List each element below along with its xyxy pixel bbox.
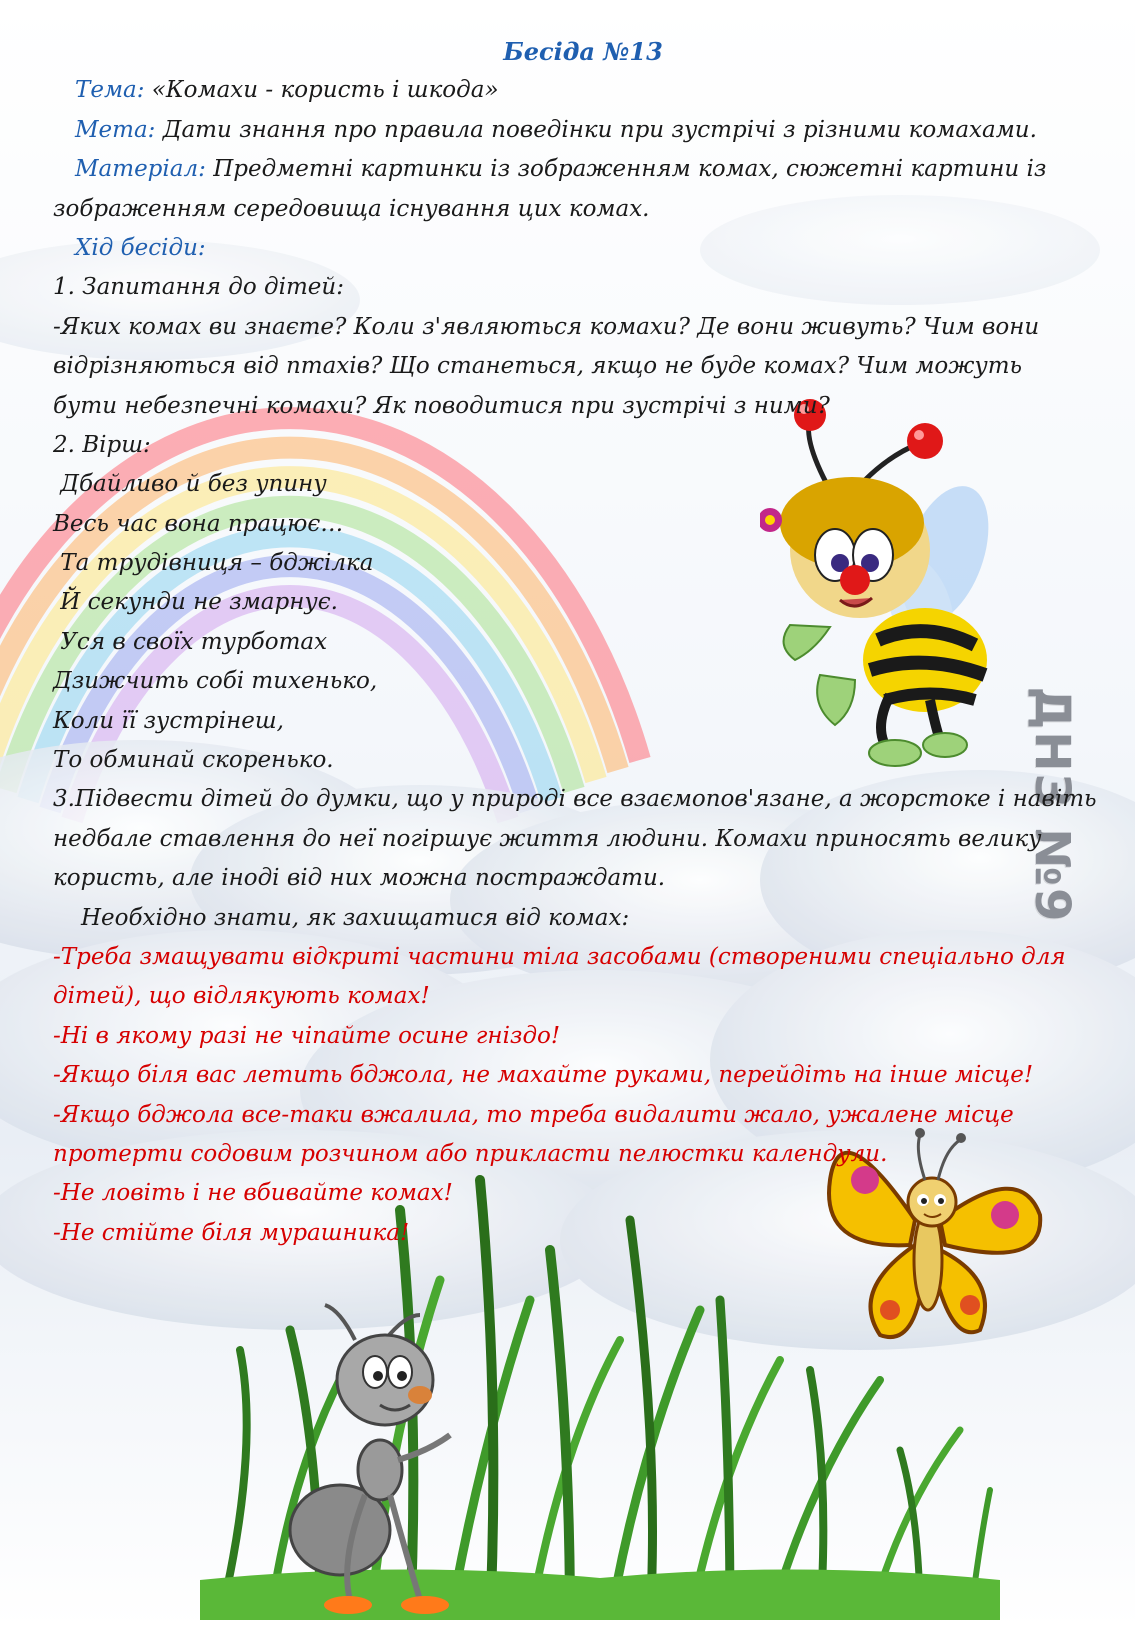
poem-line: Й секунди не змарнує.: [53, 589, 338, 616]
course-line: [53, 229, 1063, 268]
section1-heading: 1. Запитання до дітей:: [53, 274, 344, 301]
section1-line: -Яких комах ви знаєте? Коли з'являються комахи? Де вони живуть? Чим вони: [53, 313, 1040, 340]
poem-line: Коли її зустрінеш,: [53, 707, 284, 734]
poem-line: Дзижчить собі тихенько,: [53, 668, 378, 695]
topic-line: [53, 71, 1063, 110]
goal-label: Мета:: [75, 116, 156, 143]
rule-line: -Якщо біля вас летить бджола, не махайте руками, перейдіть на інше місце!: [53, 1062, 1034, 1089]
section3-line: користь, але іноді від них можна постраждати.: [53, 865, 666, 892]
section3-line: 3.Підвести дітей до думки, що у природі все взаємопов'язане, а жорстоке і навіть: [53, 786, 1097, 813]
rule-line: -Ні в якому разі не чіпайте осине гніздо!: [53, 1022, 561, 1049]
protect-line: Необхідно знати, як захищатися від комах:: [81, 904, 630, 931]
poem-line: Дбайливо й без упину: [53, 471, 327, 498]
rule-line: дітей), що відлякують комах!: [53, 983, 430, 1010]
material-label: Матеріал:: [75, 156, 206, 183]
section1-line: бути небезпечні комахи? Як поводитися при зустрічі з ними?: [53, 392, 830, 419]
poem-line: То обминай скоренько.: [53, 747, 334, 774]
rule-line: -Не стійте біля мурашника!: [53, 1219, 410, 1246]
ant-illustration: [280, 1300, 480, 1620]
poem-line: Весь час вона працює…: [53, 510, 344, 537]
watermark-text: ДНЗ №9: [1024, 686, 1080, 924]
goal-line: [53, 111, 1063, 150]
section2-heading: 2. Вірш:: [53, 431, 151, 458]
material-text-2: зображенням середовища існування цих комах.: [53, 195, 650, 222]
poem-line: Та трудівниця – бджілка: [53, 550, 374, 577]
topic-text: «Комахи - користь і шкода»: [151, 77, 499, 104]
goal-text: Дати знання про правила поведінки при зустрічі з різними комахами.: [162, 116, 1037, 143]
section1-line: відрізняються від птахів? Що станеться, якщо не буде комах? Чим можуть: [53, 353, 1023, 380]
section3-line: недбале ставлення до неї погіршує життя людини. Комахи приносять велику: [53, 825, 1042, 852]
document-body: [53, 32, 1097, 1253]
page-title: Бесіда №13: [503, 37, 663, 66]
rule-line: -Не ловіть і не вбивайте комах!: [53, 1180, 453, 1207]
material-line: [53, 150, 1063, 189]
topic-label: Тема:: [75, 77, 145, 104]
material-text-1: Предметні картинки із зображенням комах, сюжетні картини із: [213, 156, 1047, 183]
poem-line: Уся в своїх турботах: [53, 628, 328, 655]
rule-line: -Треба змащувати відкриті частини тіла засобами (створеними спеціально для: [53, 943, 1066, 970]
rule-line: -Якщо бджола все-таки вжалила, то треба видалити жало, ужалене місце: [53, 1101, 1014, 1128]
rule-line: протерти содовим розчином або прикласти пелюстки календули.: [53, 1140, 888, 1167]
course-label: Хід бесіди:: [75, 234, 206, 261]
